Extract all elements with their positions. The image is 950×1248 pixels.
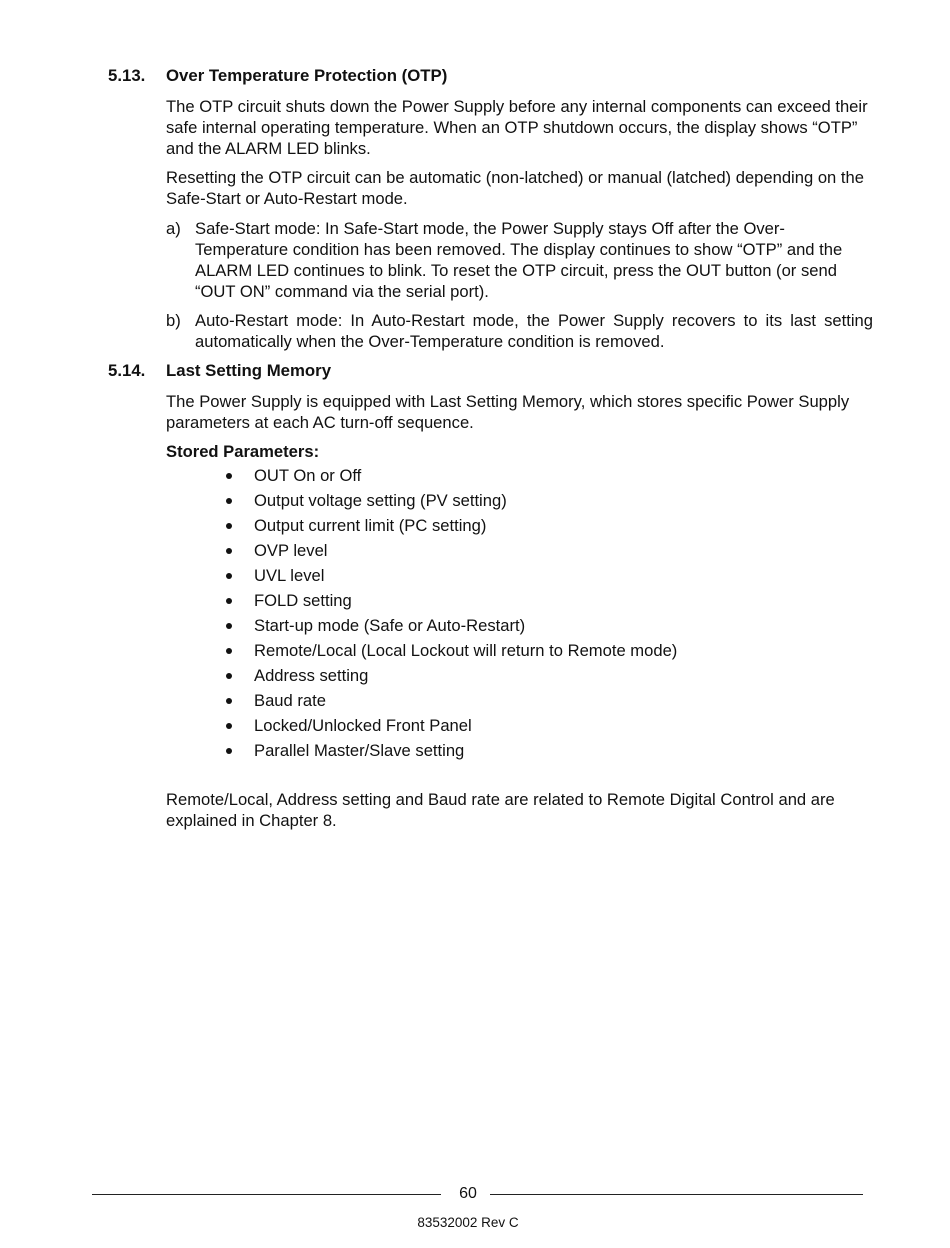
section-title: Last Setting Memory — [166, 361, 332, 380]
bullet-icon — [226, 473, 232, 479]
document-id: 83532002 Rev C — [417, 1215, 519, 1230]
bullet-icon — [226, 648, 232, 654]
paragraph: The Power Supply is equipped with Last Setting Memory, which stores specific Power Supply parameters at each AC turn-off sequence. — [166, 392, 850, 432]
stored-parameters-list — [222, 465, 677, 765]
list-item: Locked/Unlocked Front Panel — [222, 715, 677, 740]
list-item: Output voltage setting (PV setting) — [222, 490, 677, 515]
page-number: 60 — [459, 1185, 477, 1202]
bullet-icon — [226, 623, 232, 629]
list-item-text: Auto-Restart mode: In Auto-Restart mode, the Power Supply recovers to its last setting automatically when the Over-Temperature condition is removed. — [195, 311, 873, 351]
closing-paragraph: Remote/Local, Address setting and Baud rate are related to Remote Digital Control and are explained in Chapter 8. — [166, 790, 835, 830]
list-marker: a) — [166, 219, 181, 238]
section-number: 5.13. — [108, 66, 146, 85]
list-item: OUT On or Off — [222, 465, 677, 490]
footer-rule-right — [490, 1194, 863, 1195]
list-item: FOLD setting — [222, 590, 677, 615]
list-item: Baud rate — [222, 690, 677, 715]
list-item: UVL level — [222, 565, 677, 590]
bullet-icon — [226, 673, 232, 679]
list-item: Remote/Local (Local Lockout will return to Remote mode) — [222, 640, 677, 665]
paragraph: Resetting the OTP circuit can be automatic (non-latched) or manual (latched) depending on the Safe-Start or Auto-Restart mode. — [166, 168, 864, 208]
footer-rule-left — [92, 1194, 441, 1195]
bullet-icon — [226, 573, 232, 579]
list-marker: b) — [166, 311, 181, 330]
bullet-icon — [226, 548, 232, 554]
list-item: Parallel Master/Slave setting — [222, 740, 677, 765]
list-item: Output current limit (PC setting) — [222, 515, 677, 540]
bullet-icon — [226, 523, 232, 529]
bullet-icon — [226, 748, 232, 754]
list-item: OVP level — [222, 540, 677, 565]
bullet-icon — [226, 698, 232, 704]
list-item-text: Safe-Start mode: In Safe-Start mode, the Power Supply stays Off after the Over-Temperature condition has been removed. The display continues to show “OTP” and the ALARM LED continues to blink. To reset the OTP circuit, press the OUT button (or send “OUT ON” command via the serial port). — [195, 219, 843, 301]
section-number: 5.14. — [108, 361, 146, 380]
list-item: Start-up mode (Safe or Auto-Restart) — [222, 615, 677, 640]
stored-parameters-heading: Stored Parameters: — [166, 442, 320, 461]
bullet-icon — [226, 498, 232, 504]
paragraph: The OTP circuit shuts down the Power Supply before any internal components can exceed their safe internal operating temperature. When an OTP shutdown occurs, the display shows “OTP” and the ALARM LED blinks. — [166, 97, 868, 158]
bullet-icon — [226, 598, 232, 604]
bullet-icon — [226, 723, 232, 729]
section-title: Over Temperature Protection (OTP) — [166, 66, 448, 85]
list-item: Address setting — [222, 665, 677, 690]
